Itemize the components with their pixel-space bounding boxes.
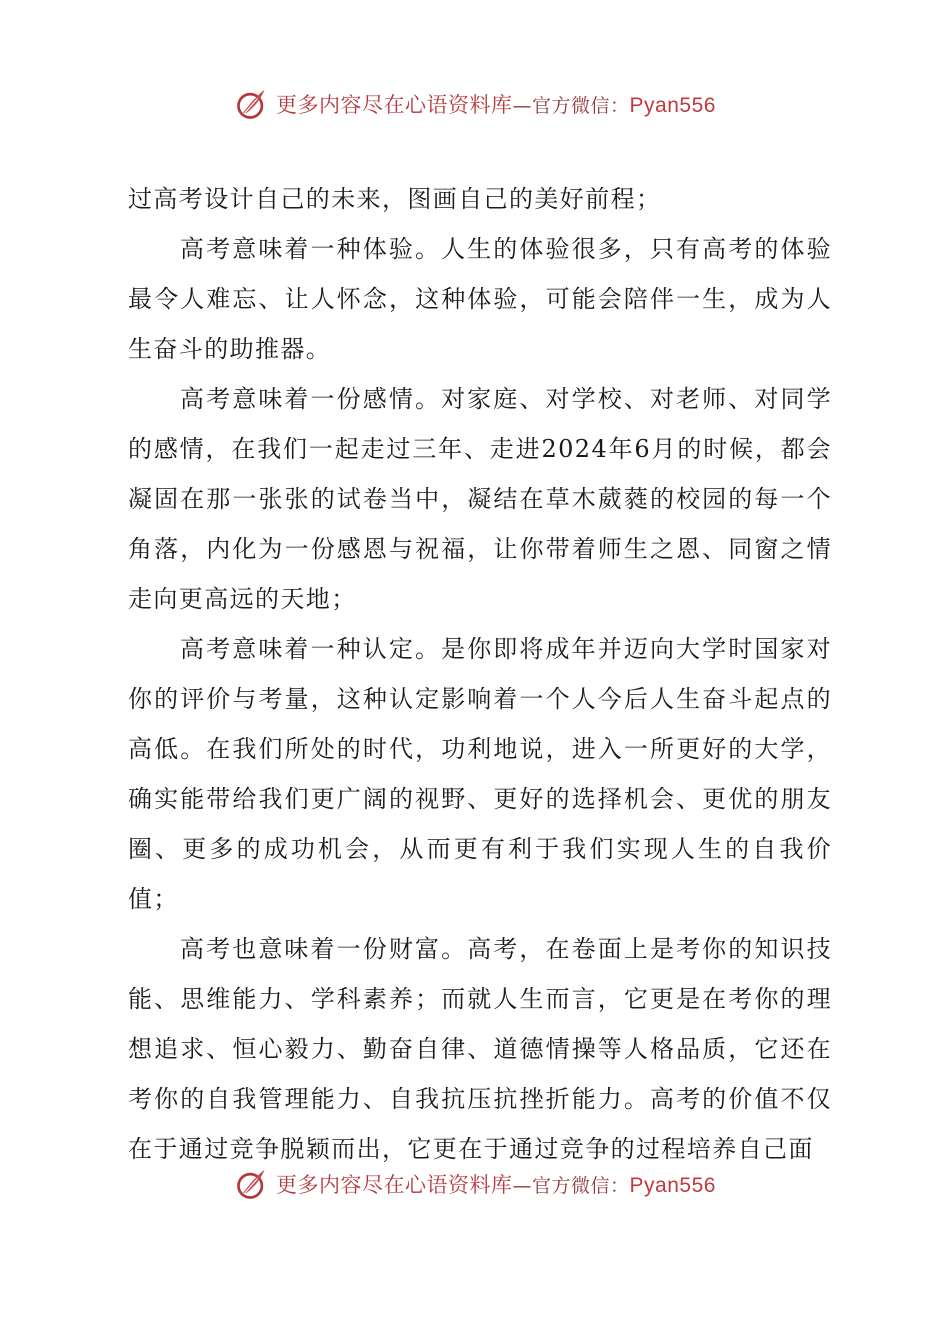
paragraph: 高考意味着一种认定。是你即将成年并迈向大学时国家对你的评价与考量，这种认定影响着一个人今后人生奋斗起点的高低。在我们所处的时代，功利地说，进入一所更好的大学，确实能带给我们更广阔的视野、更好的选择机会、更优的朋友圈、更多的成功机会，从而更有利于我们实现人生的自我价值； [128, 635, 832, 913]
paragraph: 高考意味着一种体验。人生的体验很多，只有高考的体验最令人难忘、让人怀念，这种体验，可能会陪伴一生，成为人生奋斗的助推器。 [128, 235, 832, 363]
banner-wechat-id: Pyan556 [629, 94, 716, 117]
banner-text [276, 89, 716, 119]
banner-text [276, 1169, 716, 1199]
paragraph: 高考也意味着一份财富。高考，在卷面上是考你的知识技能、思维能力、学科素养；而就人生而言，它更是在考你的理想追求、恒心毅力、勤奋自律、道德情操等人格品质，它还在考你的自我管理能力、自我抗压抗挫折能力。高考的价值不仅在于通过竞争脱颖而出，它更在于通过竞争的过程培养自己面 [128, 935, 832, 1163]
paragraph: 过高考设计自己的未来，图画自己的美好前程； [128, 185, 662, 213]
quill-pen-circle-icon [234, 86, 270, 122]
banner-official-label: —官方微信： [512, 1175, 630, 1197]
quill-pen-circle-icon [234, 1166, 270, 1202]
banner-official-label: —官方微信： [512, 95, 630, 117]
banner-main-text: 更多内容尽在心语资料库 [276, 1173, 513, 1197]
document-body [128, 174, 832, 1174]
paragraph: 高考意味着一份感情。对家庭、对学校、对老师、对同学的感情，在我们一起走过三年、走进2024年6月的时候，都会凝固在那一张张的试卷当中，凝结在草木葳蕤的校园的每一个角落，内化为一份感恩与祝福，让你带着师生之恩、同窗之情走向更高远的天地； [128, 385, 832, 613]
footer-banner [0, 1162, 950, 1206]
banner-wechat-id: Pyan556 [629, 1174, 716, 1197]
banner-main-text: 更多内容尽在心语资料库 [276, 93, 513, 117]
header-banner [0, 82, 950, 126]
